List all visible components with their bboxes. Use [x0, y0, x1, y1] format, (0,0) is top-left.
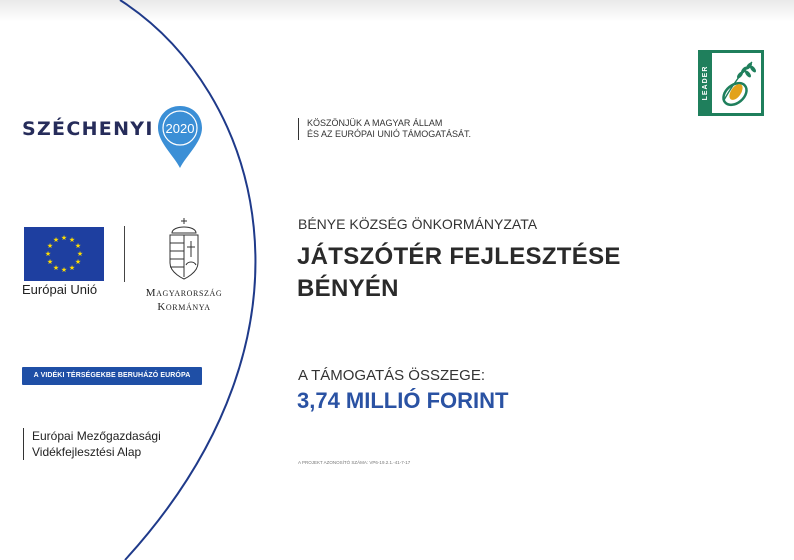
svg-text:★: ★	[60, 234, 68, 242]
hungarian-crest-icon	[164, 217, 204, 281]
thanks-line2: ÉS AZ EURÓPAI UNIÓ TÁMOGATÁSÁT.	[307, 129, 472, 139]
svg-text:★: ★	[74, 242, 82, 250]
project-id: A PROJEKT AZONOSÍTÓ SZÁMA: VP6-19.2.1.-41-7-17	[298, 460, 411, 465]
government-label	[128, 286, 240, 314]
thanks-line1: KÖSZÖNJÜK A MAGYAR ÁLLAM	[307, 118, 443, 128]
szechenyi-year: 2020	[165, 121, 195, 136]
eu-flag-icon	[24, 227, 104, 281]
project-title-line2: BÉNYÉN	[297, 275, 399, 302]
agri-fund-line2: Vidékfejlesztési Alap	[32, 445, 142, 459]
svg-text:★: ★	[74, 258, 82, 266]
leader-logo-text: LEADER	[702, 65, 709, 101]
svg-text:★: ★	[44, 250, 52, 258]
project-title-line1: JÁTSZÓTÉR FEJLESZTÉSE	[297, 243, 621, 270]
szechenyi-logo-text: SZÉCHENYI	[22, 118, 154, 140]
logo-divider	[124, 226, 125, 282]
thanks-note	[298, 118, 471, 140]
support-amount-label: A TÁMOGATÁS ÖSSZEGE:	[298, 367, 485, 384]
leader-logo-icon	[698, 50, 764, 116]
svg-text:★: ★	[52, 264, 60, 272]
svg-text:★: ★	[60, 266, 68, 274]
svg-text:★: ★	[68, 236, 76, 244]
svg-text:★: ★	[46, 258, 54, 266]
organization-name: BÉNYE KÖZSÉG ÖNKORMÁNYZATA	[298, 216, 538, 232]
svg-text:★: ★	[52, 236, 60, 244]
svg-text:★: ★	[76, 250, 84, 258]
svg-text:★: ★	[46, 242, 54, 250]
map-pin-icon	[156, 104, 204, 170]
support-amount-value: 3,74 MILLIÓ FORINT	[297, 388, 509, 413]
agri-fund-line1: Európai Mezőgazdasági	[32, 429, 161, 443]
rural-europe-banner: A VIDÉKI TÉRSÉGEKBE BERUHÁZÓ EURÓPA	[22, 367, 202, 385]
government-label-line1: Magyarország	[145, 287, 223, 299]
agri-fund-label	[23, 428, 161, 460]
eu-label: Európai Unió	[22, 282, 98, 297]
government-label-line2: Kormánya	[157, 301, 211, 313]
project-title	[297, 241, 621, 305]
svg-text:★: ★	[68, 264, 76, 272]
